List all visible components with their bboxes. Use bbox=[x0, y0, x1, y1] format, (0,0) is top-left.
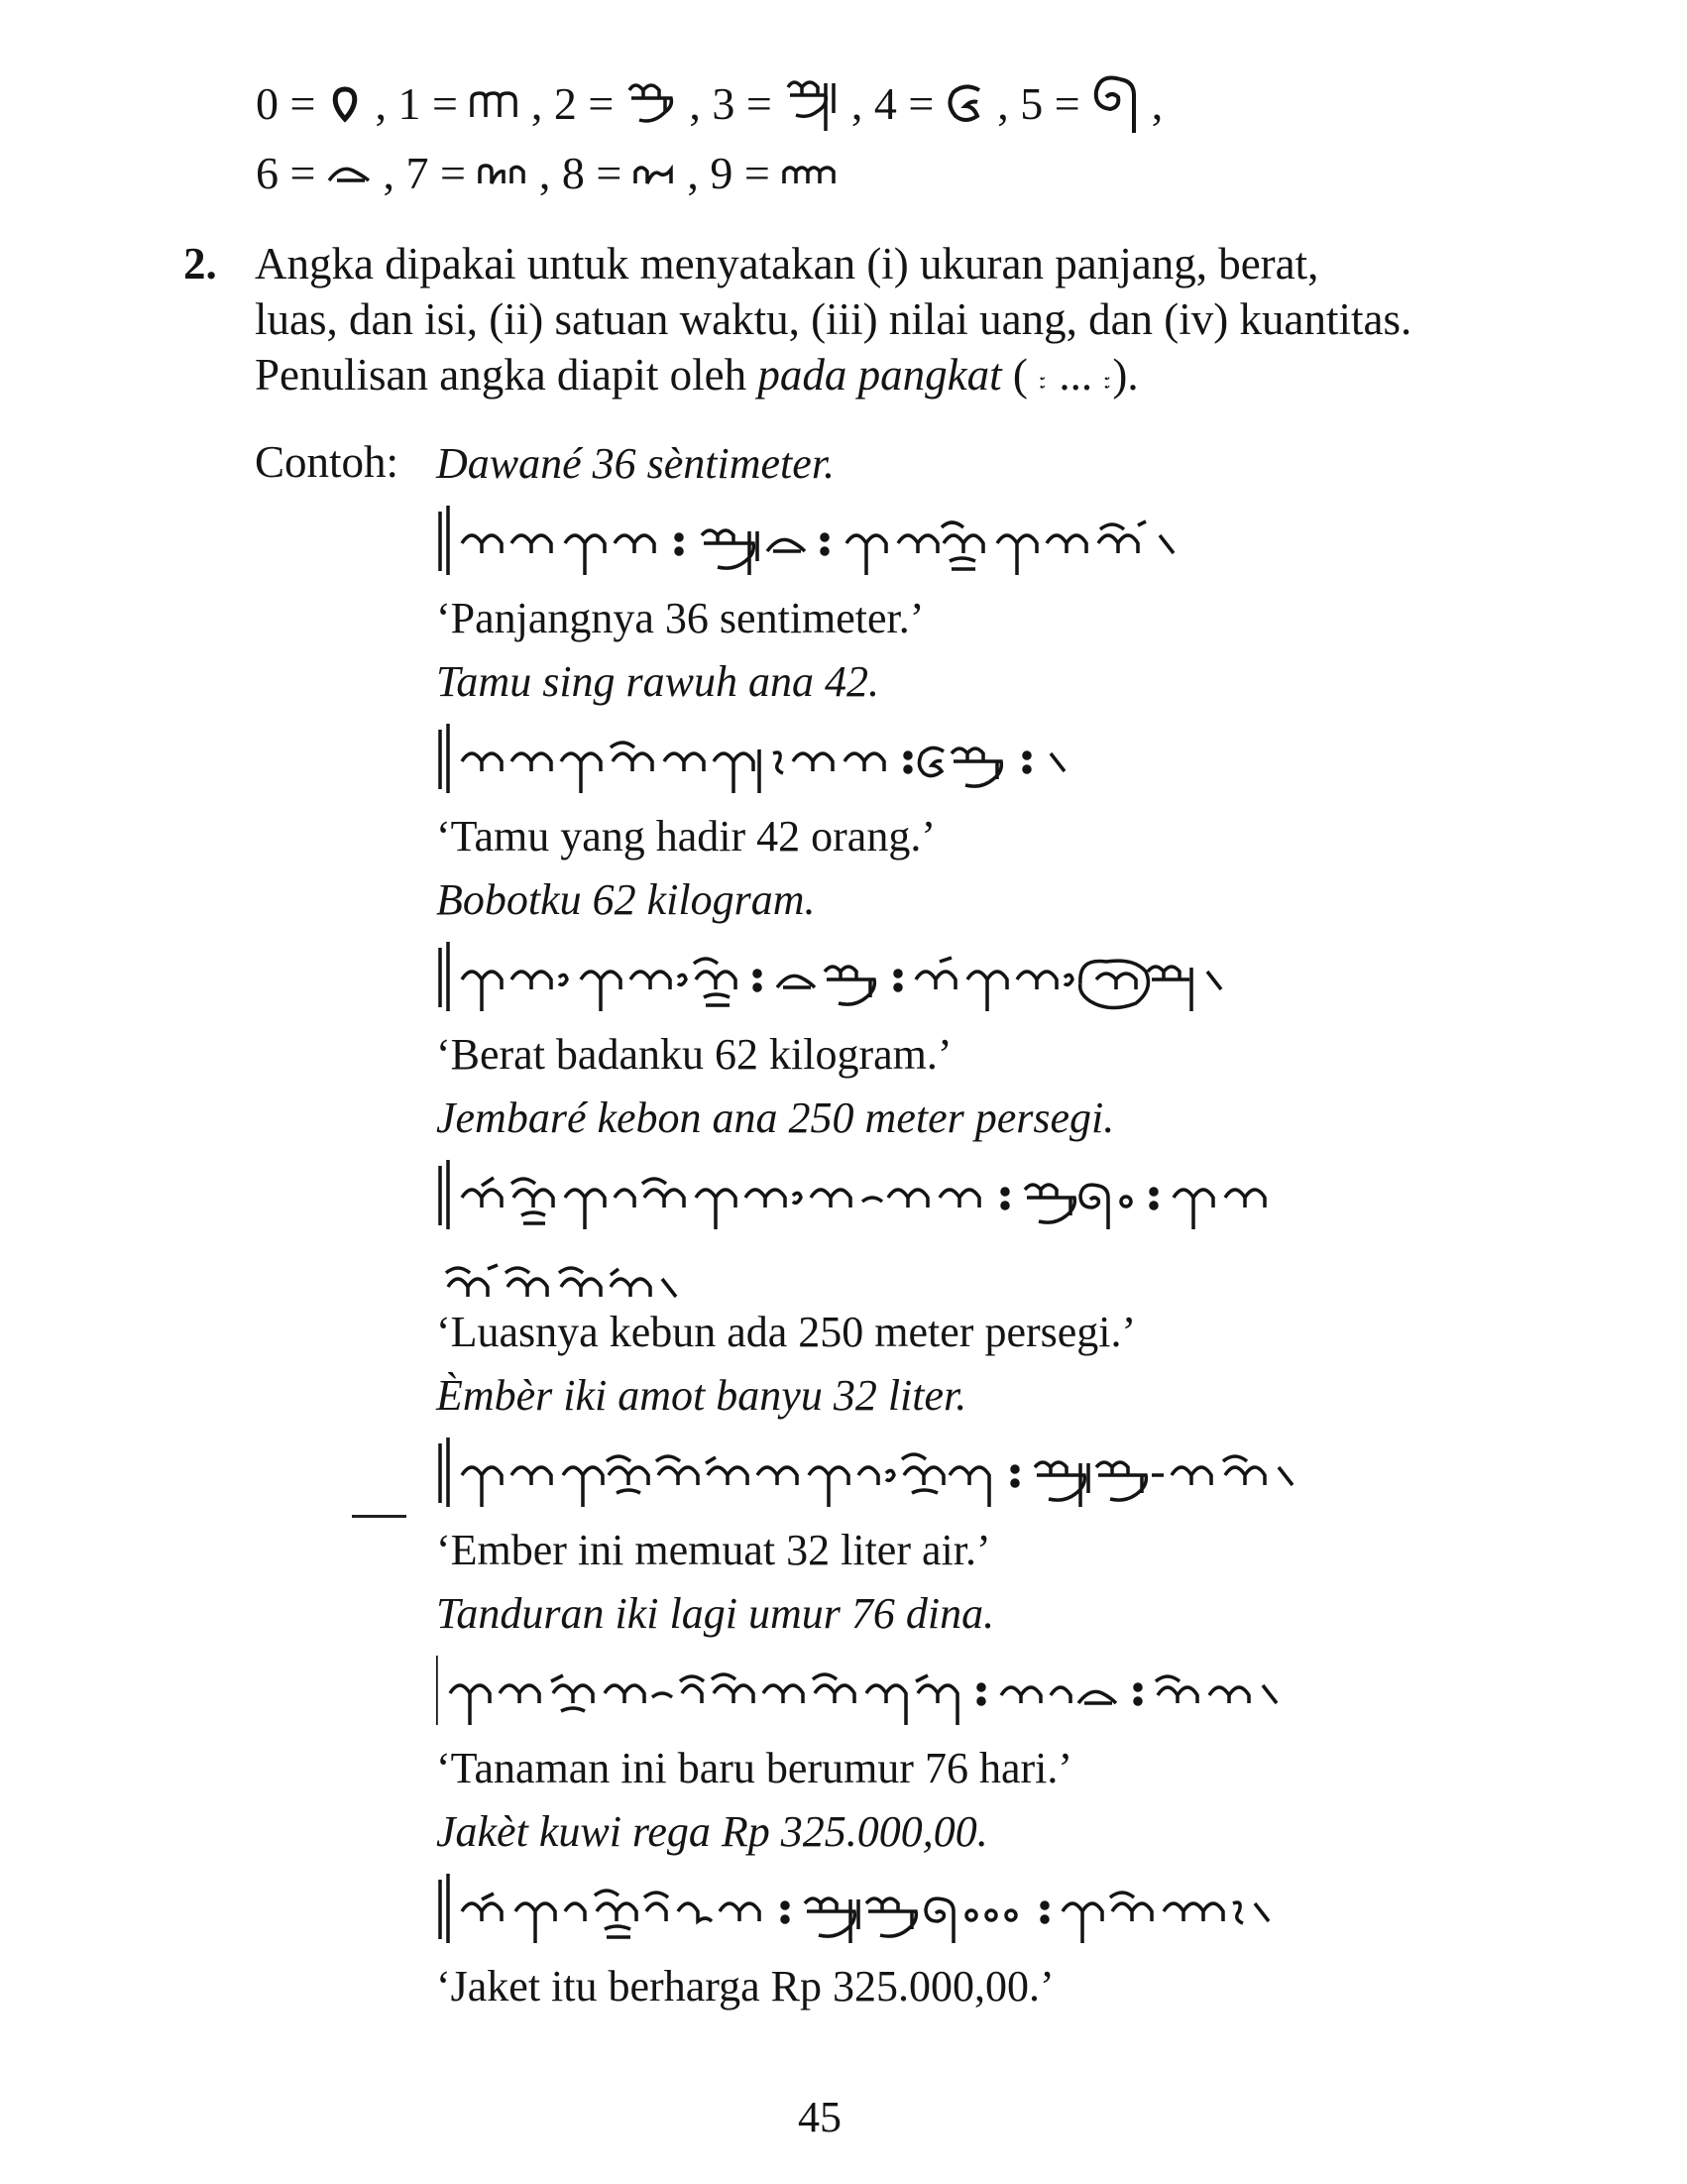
numerals-row-2 bbox=[256, 139, 1163, 208]
numeral-6: 6 = bbox=[256, 139, 383, 208]
example-indonesian-translation: ‘Berat badanku 62 kilogram.’ bbox=[436, 1030, 953, 1079]
javanese-digit-8-glyph bbox=[631, 160, 677, 187]
javanese-digit-3-glyph bbox=[782, 73, 842, 135]
example-2 bbox=[436, 654, 1507, 864]
aksara-script-line bbox=[436, 928, 1328, 1027]
example-aksara-jawa-script bbox=[436, 1860, 1507, 1959]
numeral-0: 0 = bbox=[256, 69, 375, 139]
example-aksara-jawa-script bbox=[436, 1146, 1507, 1305]
rule-point-2 bbox=[183, 236, 1492, 409]
numeral-5: , 5 = bbox=[997, 69, 1151, 139]
aksara-script-line bbox=[436, 710, 1328, 809]
pada-pangkat-term: pada pangkat bbox=[757, 350, 1002, 400]
point-line-1: Angka dipakai untuk menyatakan (i) ukuran panjang, berat, bbox=[255, 239, 1319, 288]
numeral-1: , 1 = bbox=[375, 69, 530, 139]
example-aksara-jawa-script bbox=[436, 1424, 1507, 1523]
javanese-digit-2-glyph bbox=[623, 76, 679, 132]
examples-list bbox=[436, 436, 1507, 2022]
example-aksara-jawa-script bbox=[436, 492, 1507, 591]
example-6 bbox=[436, 1586, 1507, 1796]
aksara-script-line bbox=[436, 1642, 1526, 1741]
numeral-2: , 2 = bbox=[531, 69, 689, 139]
example-1 bbox=[436, 436, 1507, 646]
numeral-8: , 8 = bbox=[539, 139, 687, 208]
example-indonesian-translation: ‘Panjangnya 36 sentimeter.’ bbox=[436, 594, 925, 642]
javanese-digit-6-glyph bbox=[325, 161, 373, 186]
example-aksara-jawa-script bbox=[436, 710, 1507, 809]
page-number: 45 bbox=[798, 2093, 842, 2141]
javanese-digit-0-glyph bbox=[325, 84, 365, 124]
example-javanese-sentence: Bobotku 62 kilogram. bbox=[436, 875, 816, 924]
pada-pangkat-open-glyph: ꧇ bbox=[1039, 367, 1049, 397]
example-javanese-sentence: Èmbèr iki amot banyu 32 liter. bbox=[436, 1371, 967, 1420]
aksara-script-line bbox=[436, 1424, 1526, 1523]
example-javanese-sentence: Jembaré kebon ana 250 meter persegi. bbox=[436, 1093, 1115, 1142]
example-4 bbox=[436, 1091, 1507, 1360]
javanese-digit-7-glyph bbox=[476, 160, 529, 187]
example-aksara-jawa-script bbox=[436, 1642, 1507, 1741]
example-javanese-sentence: Jakèt kuwi rega Rp 325.000,00. bbox=[436, 1807, 988, 1856]
aksara-script-line bbox=[436, 1146, 1427, 1305]
example-aksara-jawa-script bbox=[436, 928, 1507, 1027]
point-line-3: Penulisan angka diapit oleh pada pangkat ( ꧇ ... ꧇). bbox=[255, 350, 1139, 400]
example-3 bbox=[436, 872, 1507, 1083]
aksara-script-line bbox=[436, 1860, 1526, 1959]
example-7 bbox=[436, 1804, 1507, 2014]
numeral-7: , 7 = bbox=[383, 139, 538, 208]
example-indonesian-translation: ‘Ember ini memuat 32 liter air.’ bbox=[436, 1526, 991, 1574]
example-javanese-sentence: Dawané 36 sèntimeter. bbox=[436, 439, 836, 488]
numeral-4: , 4 = bbox=[851, 69, 997, 139]
javanese-digit-5-glyph bbox=[1090, 71, 1142, 137]
example-5 bbox=[436, 1368, 1507, 1578]
javanese-digit-9-glyph bbox=[780, 160, 840, 187]
example-indonesian-translation: ‘Luasnya kebun ada 250 meter persegi.’ bbox=[436, 1308, 1137, 1356]
point-number: 2. bbox=[183, 239, 217, 288]
example-indonesian-translation: ‘Jaket itu berharga Rp 325.000,00.’ bbox=[436, 1962, 1055, 2011]
aksara-script-line bbox=[436, 492, 1328, 591]
example-indonesian-translation: ‘Tamu yang hadir 42 orang.’ bbox=[436, 812, 936, 861]
margin-dash bbox=[352, 1515, 406, 1518]
javanese-digit-1-glyph bbox=[468, 89, 521, 119]
example-indonesian-translation: ‘Tanaman ini baru berumur 76 hari.’ bbox=[436, 1744, 1073, 1792]
pada-pangkat-close-glyph: ꧇ bbox=[1103, 367, 1113, 397]
contoh-label: Contoh: bbox=[255, 437, 399, 487]
numerals-row-1: 0 = , 1 = , 2 = , 3 = , 4 = , 5 = , bbox=[256, 69, 1163, 139]
javanese-digit-4-glyph bbox=[944, 82, 987, 126]
numeral-9: , 9 = bbox=[687, 139, 848, 208]
numeral-3: , 3 = bbox=[689, 69, 850, 139]
javanese-numerals-table bbox=[256, 69, 1163, 208]
example-javanese-sentence: Tamu sing rawuh ana 42. bbox=[436, 657, 880, 706]
example-javanese-sentence: Tanduran iki lagi umur 76 dina. bbox=[436, 1589, 995, 1638]
point-line-2: luas, dan isi, (ii) satuan waktu, (iii) nilai uang, dan (iv) kuantitas. bbox=[255, 294, 1412, 344]
point-text bbox=[255, 236, 1492, 409]
